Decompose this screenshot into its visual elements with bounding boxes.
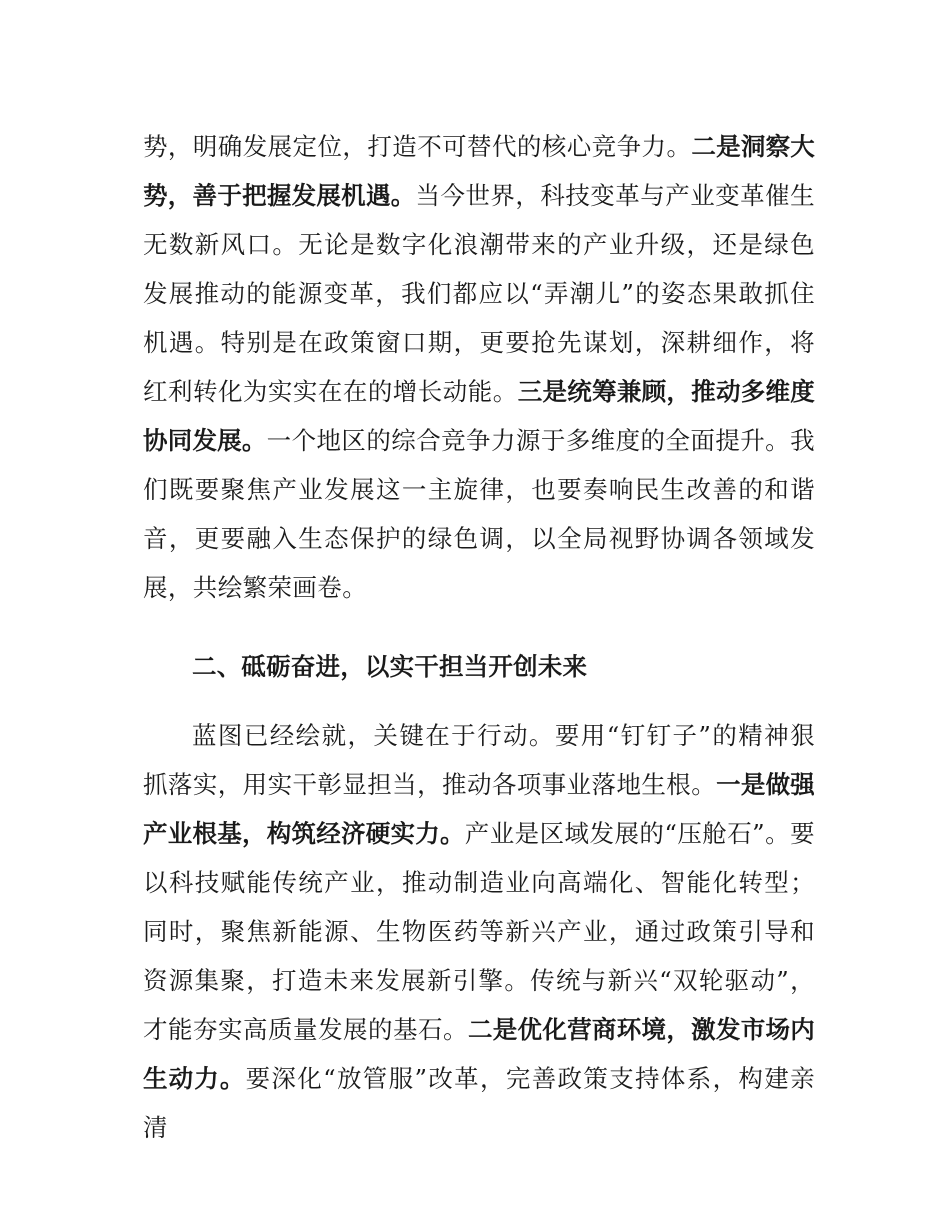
paragraph-2-bold-point-1: 一是做强产业根基，构筑经济硬实力。 <box>143 770 815 848</box>
paragraph-1-text-1: 势，明确发展定位，打造不可替代的核心竞争力。 <box>143 132 692 161</box>
paragraph-2-text-3: 要深化“放管服”改革，完善政策支持体系，构建亲清 <box>143 1064 815 1142</box>
paragraph-2-text-2: 产业是区域发展的“压舱石”。要以科技赋能传统产业，推动制造业向高端化、智能化转型；同时，聚焦新能源、生物医药等新兴产业，通过政策引导和资源集聚，打造未来发展新引擎。传统与新兴“双轮驱动”，才能夯实高质量发展的基石。 <box>143 819 815 1044</box>
paragraph-1-text-3: 一个地区的综合竞争力源于多维度的全面提升。我们既要聚焦产业发展这一主旋律，也要奏响民生改善的和谐音，更要融入生态保护的绿色调，以全局视野协调各领域发展，共绘繁荣画卷。 <box>143 426 815 602</box>
body-paragraph-1 <box>143 122 815 612</box>
section-heading-2: 二、砥砺奋进，以实干担当开创未来 <box>192 652 588 681</box>
paragraph-2-text-1: 蓝图已经绘就，关键在于行动。要用“钉钉子”的精神狠抓落实，用实干彰显担当，推动各项事业落地生根。 <box>143 721 815 799</box>
paragraph-1-bold-point-3: 三是统筹兼顾，推动多维度协同发展。 <box>143 377 816 455</box>
paragraph-2-bold-point-2: 二是优化营商环境，激发市场内生动力。 <box>143 1015 815 1093</box>
paragraph-1-bold-point-2: 二是洞察大势，善于把握发展机遇。 <box>143 132 815 210</box>
paragraph-1-text-2: 当今世界，科技变革与产业变革催生无数新风口。无论是数字化浪潮带来的产业升级，还是绿色发展推动的能源变革，我们都应以“弄潮儿”的姿态果敢抓住机遇。特别是在政策窗口期，更要抢先谋划，深耕细作，将红利转化为实实在在的增长动能。 <box>143 181 815 406</box>
spacer <box>143 691 815 711</box>
document-page <box>143 122 815 1152</box>
spacer <box>143 612 815 642</box>
body-paragraph-2 <box>143 711 815 1152</box>
